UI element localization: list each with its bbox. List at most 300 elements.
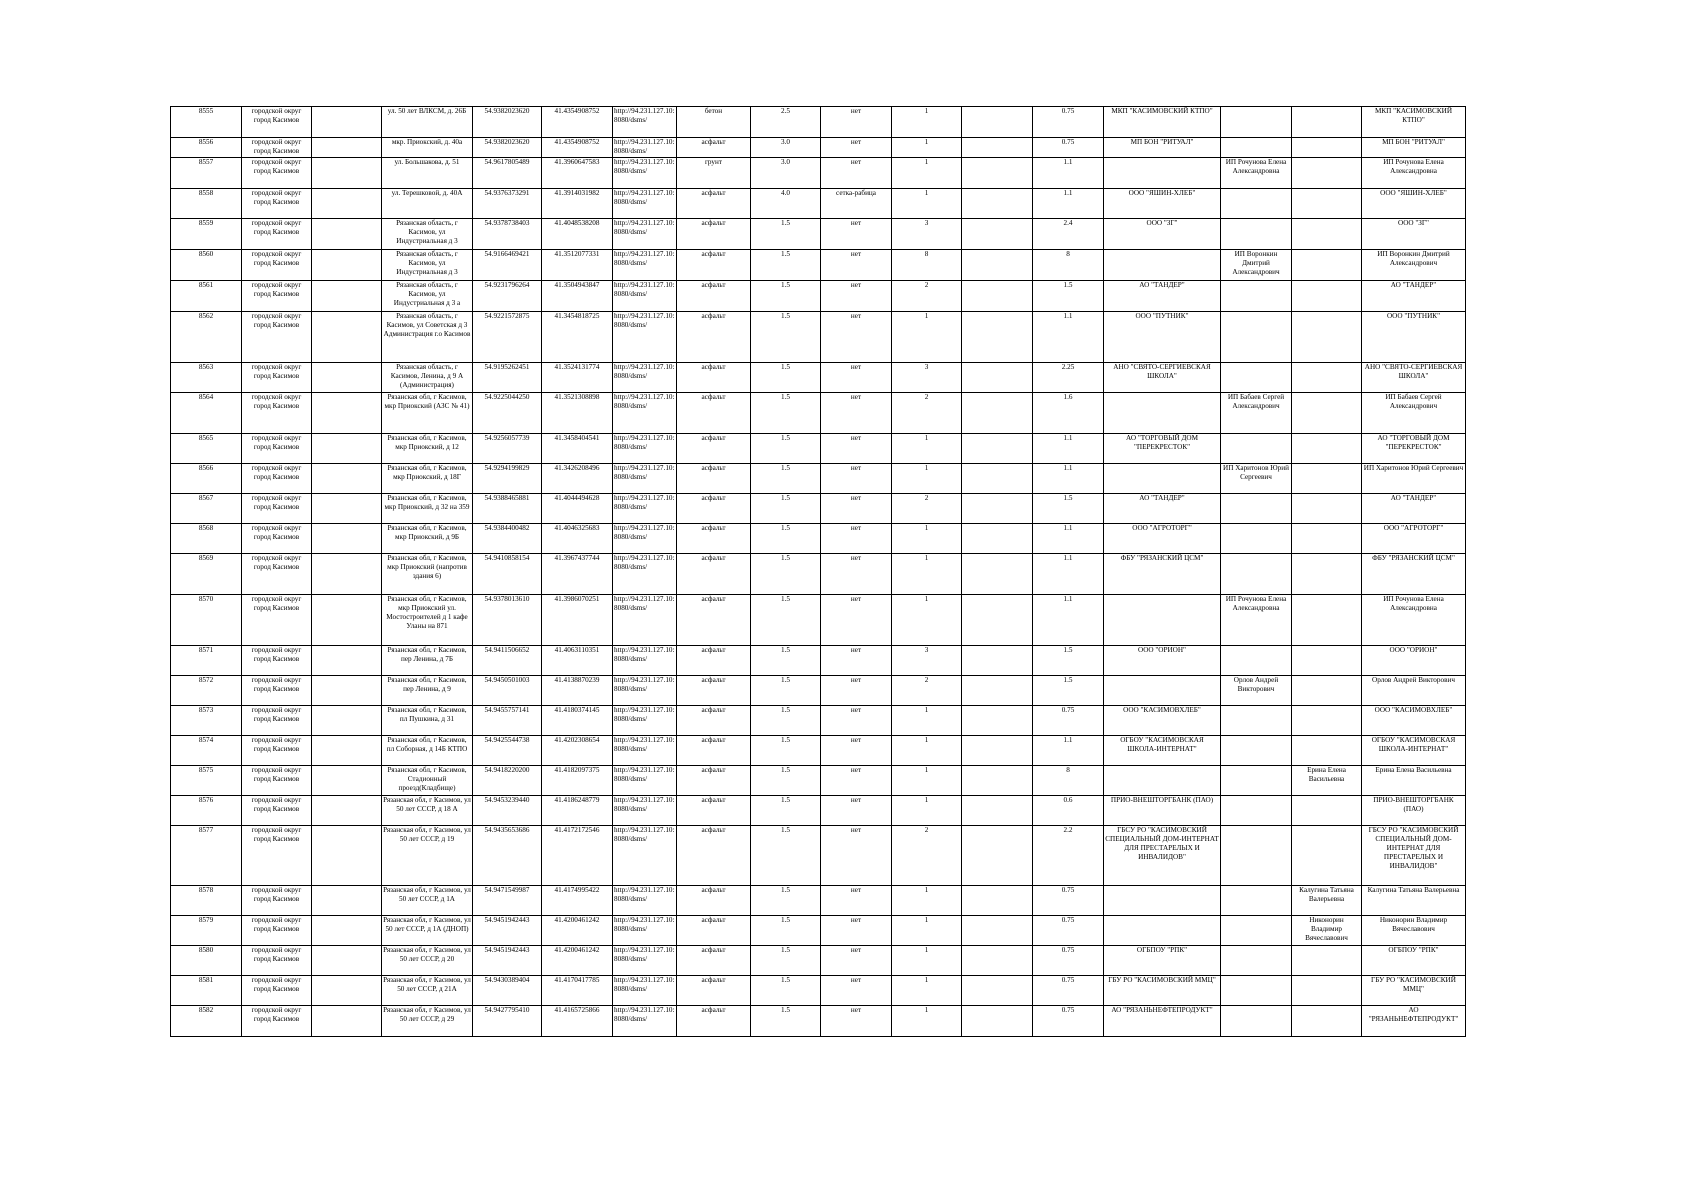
cell-address: Рязанская область, г Касимов, ул Индустриальная д 3: [382, 219, 473, 250]
cell-volume: 2.2: [1033, 826, 1104, 886]
cell-volume: 1.1: [1033, 736, 1104, 766]
cell-empty-column: [312, 796, 382, 826]
table-row: [171, 595, 1466, 646]
table-row: [171, 494, 1466, 524]
cell-empty-column-2: [962, 158, 1033, 189]
cell-area: 3.0: [751, 158, 821, 189]
cell-person-name: [1292, 494, 1362, 524]
cell-district: городской округ город Касимов: [242, 524, 312, 554]
cell-volume: 1.1: [1033, 524, 1104, 554]
cell-ip-name: ИП Воронкин Дмитрий Александрович: [1221, 250, 1292, 281]
cell-latitude: 54.9294199829: [473, 464, 542, 494]
cell-empty-column: [312, 393, 382, 434]
cell-volume: 1.1: [1033, 312, 1104, 363]
cell-area: 1.5: [751, 363, 821, 393]
cell-fence: нет: [821, 766, 892, 796]
cell-owner-name: ГБУ РО "КАСИМОВСКИЙ ММЦ": [1362, 976, 1466, 1006]
cell-empty-column: [312, 494, 382, 524]
cell-fence: нет: [821, 250, 892, 281]
cell-owner-name: Ерина Елена Васильевна: [1362, 766, 1466, 796]
cell-row-number: 8575: [171, 766, 242, 796]
cell-empty-column: [312, 312, 382, 363]
cell-longitude: 41.4046325683: [542, 524, 613, 554]
table-row: [171, 676, 1466, 706]
cell-ip-name: [1221, 646, 1292, 676]
cell-volume: 8: [1033, 250, 1104, 281]
cell-owner-name: ИП Харитонов Юрий Сергеевич: [1362, 464, 1466, 494]
cell-row-number: 8577: [171, 826, 242, 886]
cell-fence: нет: [821, 158, 892, 189]
cell-ip-name: ИП Рочунова Елена Александровна: [1221, 158, 1292, 189]
cell-district: городской округ город Касимов: [242, 158, 312, 189]
cell-org-name: [1104, 158, 1221, 189]
cell-source-url: http://94.231.127.10:8080/dsms/: [613, 219, 677, 250]
cell-empty-column-2: [962, 826, 1033, 886]
cell-container-count: 3: [892, 646, 962, 676]
cell-source-url: http://94.231.127.10:8080/dsms/: [613, 1006, 677, 1037]
cell-longitude: 41.4200461242: [542, 946, 613, 976]
cell-volume: 0.75: [1033, 107, 1104, 138]
cell-row-number: 8563: [171, 363, 242, 393]
cell-row-number: 8578: [171, 886, 242, 916]
cell-empty-column-2: [962, 250, 1033, 281]
cell-surface-type: асфальт: [677, 219, 751, 250]
cell-empty-column: [312, 706, 382, 736]
cell-source-url: http://94.231.127.10:8080/dsms/: [613, 189, 677, 219]
table-row: [171, 393, 1466, 434]
cell-owner-name: МП БОН "РИТУАЛ": [1362, 138, 1466, 158]
cell-area: 1.5: [751, 826, 821, 886]
cell-source-url: http://94.231.127.10:8080/dsms/: [613, 736, 677, 766]
cell-source-url: http://94.231.127.10:8080/dsms/: [613, 976, 677, 1006]
cell-org-name: ООО "ЯШИН-ХЛЕБ": [1104, 189, 1221, 219]
cell-empty-column-2: [962, 796, 1033, 826]
cell-fence: нет: [821, 796, 892, 826]
cell-longitude: 41.3426208496: [542, 464, 613, 494]
cell-empty-column: [312, 107, 382, 138]
cell-owner-name: Калугина Татьяна Валерьевна: [1362, 886, 1466, 916]
cell-area: 1.5: [751, 706, 821, 736]
cell-fence: нет: [821, 916, 892, 946]
cell-container-count: 1: [892, 158, 962, 189]
cell-latitude: 54.9451942443: [473, 946, 542, 976]
cell-district: городской округ город Касимов: [242, 554, 312, 595]
cell-latitude: 54.9388465881: [473, 494, 542, 524]
cell-volume: 0.6: [1033, 796, 1104, 826]
cell-district: городской округ город Касимов: [242, 766, 312, 796]
cell-district: городской округ город Касимов: [242, 595, 312, 646]
cell-source-url: http://94.231.127.10:8080/dsms/: [613, 250, 677, 281]
cell-district: городской округ город Касимов: [242, 189, 312, 219]
cell-ip-name: [1221, 524, 1292, 554]
cell-source-url: http://94.231.127.10:8080/dsms/: [613, 363, 677, 393]
cell-container-count: 8: [892, 250, 962, 281]
cell-surface-type: асфальт: [677, 464, 751, 494]
cell-volume: 0.75: [1033, 946, 1104, 976]
cell-person-name: [1292, 107, 1362, 138]
cell-latitude: 54.9382023620: [473, 107, 542, 138]
cell-source-url: http://94.231.127.10:8080/dsms/: [613, 706, 677, 736]
cell-row-number: 8574: [171, 736, 242, 766]
table-row: [171, 158, 1466, 189]
cell-fence: нет: [821, 219, 892, 250]
cell-area: 1.5: [751, 946, 821, 976]
cell-container-count: 1: [892, 886, 962, 916]
cell-empty-column-2: [962, 676, 1033, 706]
cell-longitude: 41.3960647583: [542, 158, 613, 189]
cell-latitude: 54.9411506652: [473, 646, 542, 676]
cell-district: городской округ город Касимов: [242, 826, 312, 886]
cell-volume: 0.75: [1033, 1006, 1104, 1037]
cell-longitude: 41.4138870239: [542, 676, 613, 706]
cell-org-name: [1104, 595, 1221, 646]
cell-longitude: 41.4354908752: [542, 138, 613, 158]
cell-container-count: 1: [892, 766, 962, 796]
cell-org-name: ООО "ЗГ": [1104, 219, 1221, 250]
table-row: [171, 554, 1466, 595]
cell-empty-column-2: [962, 886, 1033, 916]
cell-district: городской округ город Касимов: [242, 281, 312, 312]
cell-ip-name: [1221, 886, 1292, 916]
cell-empty-column-2: [962, 524, 1033, 554]
cell-district: городской округ город Касимов: [242, 250, 312, 281]
cell-empty-column: [312, 363, 382, 393]
cell-area: 1.5: [751, 796, 821, 826]
cell-fence: нет: [821, 646, 892, 676]
cell-volume: 0.75: [1033, 976, 1104, 1006]
cell-district: городской округ город Касимов: [242, 494, 312, 524]
cell-empty-column-2: [962, 554, 1033, 595]
cell-area: 1.5: [751, 766, 821, 796]
cell-address: Рязанская обл, г Касимов, мкр Приокский, д 18Г: [382, 464, 473, 494]
cell-empty-column: [312, 595, 382, 646]
cell-address: Рязанская обл, г Касимов, мкр Приокский (напротив здания 6): [382, 554, 473, 595]
cell-container-count: 2: [892, 676, 962, 706]
cell-person-name: [1292, 434, 1362, 464]
cell-container-count: 1: [892, 706, 962, 736]
cell-fence: нет: [821, 524, 892, 554]
cell-latitude: 54.9418220200: [473, 766, 542, 796]
cell-fence: нет: [821, 676, 892, 706]
cell-fence: нет: [821, 976, 892, 1006]
cell-volume: 0.75: [1033, 916, 1104, 946]
cell-org-name: АО "ТАНДЕР": [1104, 494, 1221, 524]
cell-source-url: http://94.231.127.10:8080/dsms/: [613, 554, 677, 595]
cell-org-name: АО "РЯЗАНЬНЕФТЕПРОДУКТ": [1104, 1006, 1221, 1037]
cell-longitude: 41.4202308654: [542, 736, 613, 766]
table-row: [171, 524, 1466, 554]
cell-source-url: http://94.231.127.10:8080/dsms/: [613, 766, 677, 796]
cell-empty-column: [312, 464, 382, 494]
cell-surface-type: асфальт: [677, 138, 751, 158]
cell-area: 1.5: [751, 393, 821, 434]
cell-address: Рязанская обл, г Касимов, мкр Приокский ул. Мостостроителей д 1 кафе Уланы на 871: [382, 595, 473, 646]
cell-ip-name: [1221, 494, 1292, 524]
cell-container-count: 2: [892, 826, 962, 886]
cell-ip-name: [1221, 363, 1292, 393]
cell-org-name: АО "ТОРГОВЫЙ ДОМ "ПЕРЕКРЕСТОК": [1104, 434, 1221, 464]
cell-owner-name: ГБСУ РО "КАСИМОВСКИЙ СПЕЦИАЛЬНЫЙ ДОМ-ИНТЕРНАТ ДЛЯ ПРЕСТАРЕЛЫХ И ИНВАЛИДОВ": [1362, 826, 1466, 886]
cell-surface-type: бетон: [677, 107, 751, 138]
cell-latitude: 54.9378738403: [473, 219, 542, 250]
cell-ip-name: ИП Харитонов Юрий Сергеевич: [1221, 464, 1292, 494]
cell-ip-name: [1221, 946, 1292, 976]
cell-org-name: ООО "ПУТНИК": [1104, 312, 1221, 363]
cell-longitude: 41.3986070251: [542, 595, 613, 646]
cell-volume: 1.1: [1033, 434, 1104, 464]
cell-empty-column-2: [962, 464, 1033, 494]
cell-source-url: http://94.231.127.10:8080/dsms/: [613, 524, 677, 554]
cell-longitude: 41.3454818725: [542, 312, 613, 363]
cell-fence: нет: [821, 706, 892, 736]
cell-empty-column: [312, 676, 382, 706]
cell-area: 2.5: [751, 107, 821, 138]
cell-surface-type: асфальт: [677, 676, 751, 706]
cell-fence: сетка-рабица: [821, 189, 892, 219]
cell-area: 1.5: [751, 281, 821, 312]
cell-surface-type: асфальт: [677, 524, 751, 554]
table-row: [171, 946, 1466, 976]
cell-address: Рязанская обл, г Касимов, ул 50 лет СССР, д 19: [382, 826, 473, 886]
cell-longitude: 41.3524131774: [542, 363, 613, 393]
cell-area: 1.5: [751, 312, 821, 363]
cell-owner-name: АО "ТАНДЕР": [1362, 494, 1466, 524]
cell-row-number: 8567: [171, 494, 242, 524]
cell-empty-column-2: [962, 595, 1033, 646]
cell-org-name: [1104, 916, 1221, 946]
table-row: [171, 976, 1466, 1006]
cell-ip-name: [1221, 706, 1292, 736]
cell-org-name: [1104, 393, 1221, 434]
cell-latitude: 54.9471549987: [473, 886, 542, 916]
cell-address: Рязанская обл, г Касимов, мкр Приокский, д 32 на 359: [382, 494, 473, 524]
cell-latitude: 54.9453239440: [473, 796, 542, 826]
cell-latitude: 54.9225044250: [473, 393, 542, 434]
cell-surface-type: асфальт: [677, 796, 751, 826]
cell-owner-name: ИП Воронкин Дмитрий Александрович: [1362, 250, 1466, 281]
cell-address: Рязанская обл, г Касимов, ул 50 лет СССР, д 18 А: [382, 796, 473, 826]
table-row: [171, 434, 1466, 464]
cell-empty-column: [312, 646, 382, 676]
cell-ip-name: [1221, 219, 1292, 250]
cell-org-name: ГБУ РО "КАСИМОВСКИЙ ММЦ": [1104, 976, 1221, 1006]
cell-surface-type: асфальт: [677, 826, 751, 886]
cell-owner-name: ООО "ОРИОН": [1362, 646, 1466, 676]
cell-source-url: http://94.231.127.10:8080/dsms/: [613, 158, 677, 189]
cell-owner-name: ООО "ЯШИН-ХЛЕБ": [1362, 189, 1466, 219]
cell-address: Рязанская обл, г Касимов, ул 50 лет СССР, д 21А: [382, 976, 473, 1006]
cell-container-count: 1: [892, 524, 962, 554]
cell-container-count: 2: [892, 393, 962, 434]
cell-address: Рязанская обл, г Касимов, ул 50 лет СССР, д 29: [382, 1006, 473, 1037]
cell-empty-column: [312, 158, 382, 189]
cell-source-url: http://94.231.127.10:8080/dsms/: [613, 281, 677, 312]
cell-address: Рязанская обл, г Касимов, пл Пушкина, д 31: [382, 706, 473, 736]
cell-org-name: ООО "КАСИМОВХЛЕБ": [1104, 706, 1221, 736]
cell-container-count: 2: [892, 494, 962, 524]
cell-row-number: 8556: [171, 138, 242, 158]
cell-latitude: 54.9382023620: [473, 138, 542, 158]
cell-person-name: [1292, 554, 1362, 595]
cell-district: городской округ город Касимов: [242, 363, 312, 393]
cell-longitude: 41.3458404541: [542, 434, 613, 464]
cell-district: городской округ город Касимов: [242, 916, 312, 946]
cell-ip-name: [1221, 312, 1292, 363]
cell-org-name: МП БОН "РИТУАЛ": [1104, 138, 1221, 158]
table-row: [171, 219, 1466, 250]
cell-person-name: [1292, 826, 1362, 886]
cell-source-url: http://94.231.127.10:8080/dsms/: [613, 646, 677, 676]
cell-org-name: ПРИО-ВНЕШТОРГБАНК (ПАО): [1104, 796, 1221, 826]
cell-container-count: 1: [892, 916, 962, 946]
cell-surface-type: асфальт: [677, 1006, 751, 1037]
cell-source-url: http://94.231.127.10:8080/dsms/: [613, 946, 677, 976]
cell-district: городской округ город Касимов: [242, 1006, 312, 1037]
cell-latitude: 54.9425544738: [473, 736, 542, 766]
cell-empty-column-2: [962, 976, 1033, 1006]
cell-owner-name: ООО "ПУТНИК": [1362, 312, 1466, 363]
cell-surface-type: асфальт: [677, 281, 751, 312]
table-row: [171, 363, 1466, 393]
cell-person-name: [1292, 946, 1362, 976]
cell-surface-type: асфальт: [677, 393, 751, 434]
cell-ip-name: [1221, 281, 1292, 312]
cell-ip-name: Орлов Андрей Викторович: [1221, 676, 1292, 706]
cell-container-count: 1: [892, 138, 962, 158]
cell-fence: нет: [821, 946, 892, 976]
cell-latitude: 54.9166469421: [473, 250, 542, 281]
cell-longitude: 41.4186248779: [542, 796, 613, 826]
cell-surface-type: асфальт: [677, 976, 751, 1006]
cell-person-name: [1292, 646, 1362, 676]
cell-row-number: 8561: [171, 281, 242, 312]
cell-source-url: http://94.231.127.10:8080/dsms/: [613, 916, 677, 946]
cell-latitude: 54.9376373291: [473, 189, 542, 219]
cell-org-name: [1104, 676, 1221, 706]
cell-volume: 1.1: [1033, 554, 1104, 595]
cell-surface-type: асфальт: [677, 434, 751, 464]
cell-person-name: [1292, 595, 1362, 646]
cell-area: 1.5: [751, 736, 821, 766]
table-row: [171, 766, 1466, 796]
cell-latitude: 54.9256057739: [473, 434, 542, 464]
cell-source-url: http://94.231.127.10:8080/dsms/: [613, 434, 677, 464]
cell-owner-name: ИП Рочунова Елена Александровна: [1362, 595, 1466, 646]
cell-row-number: 8564: [171, 393, 242, 434]
cell-longitude: 41.4200461242: [542, 916, 613, 946]
cell-container-count: 1: [892, 554, 962, 595]
cell-fence: нет: [821, 393, 892, 434]
table-row: [171, 281, 1466, 312]
cell-district: городской округ город Касимов: [242, 434, 312, 464]
cell-address: мкр. Приокский, д. 40а: [382, 138, 473, 158]
cell-latitude: 54.9221572875: [473, 312, 542, 363]
cell-org-name: ФБУ "РЯЗАНСКИЙ ЦСМ": [1104, 554, 1221, 595]
cell-area: 3.0: [751, 138, 821, 158]
cell-district: городской округ город Касимов: [242, 646, 312, 676]
table-row: [171, 250, 1466, 281]
cell-row-number: 8570: [171, 595, 242, 646]
cell-district: городской округ город Касимов: [242, 219, 312, 250]
cell-empty-column: [312, 138, 382, 158]
cell-empty-column-2: [962, 736, 1033, 766]
cell-volume: 1.1: [1033, 158, 1104, 189]
cell-area: 1.5: [751, 1006, 821, 1037]
cell-longitude: 41.3967437744: [542, 554, 613, 595]
cell-district: городской округ город Касимов: [242, 464, 312, 494]
cell-address: Рязанская область, г Касимов, ул Индустриальная д 3 а: [382, 281, 473, 312]
cell-area: 1.5: [751, 595, 821, 646]
cell-owner-name: АО "ТАНДЕР": [1362, 281, 1466, 312]
cell-person-name: [1292, 363, 1362, 393]
cell-fence: нет: [821, 312, 892, 363]
cell-volume: 1.5: [1033, 676, 1104, 706]
cell-owner-name: АО "РЯЗАНЬНЕФТЕПРОДУКТ": [1362, 1006, 1466, 1037]
table-row: [171, 138, 1466, 158]
cell-longitude: 41.4354908752: [542, 107, 613, 138]
cell-owner-name: ООО "ЗГ": [1362, 219, 1466, 250]
cell-fence: нет: [821, 464, 892, 494]
cell-source-url: http://94.231.127.10:8080/dsms/: [613, 464, 677, 494]
table-row: [171, 312, 1466, 363]
cell-empty-column-2: [962, 107, 1033, 138]
cell-owner-name: ПРИО-ВНЕШТОРГБАНК (ПАО): [1362, 796, 1466, 826]
registry-table: [170, 106, 1466, 1037]
cell-row-number: 8566: [171, 464, 242, 494]
cell-address: Рязанская обл, г Касимов, пер Ленина, д 7Б: [382, 646, 473, 676]
cell-volume: 8: [1033, 766, 1104, 796]
cell-org-name: ООО "АГРОТОРГ": [1104, 524, 1221, 554]
cell-address: ул. 50 лет ВЛКСМ, д. 26Б: [382, 107, 473, 138]
cell-area: 1.5: [751, 524, 821, 554]
cell-empty-column-2: [962, 494, 1033, 524]
cell-area: 1.5: [751, 976, 821, 1006]
cell-area: 1.5: [751, 554, 821, 595]
cell-volume: 1.1: [1033, 595, 1104, 646]
cell-surface-type: асфальт: [677, 595, 751, 646]
cell-latitude: 54.9430389404: [473, 976, 542, 1006]
cell-owner-name: ОГБОУ "КАСИМОВСКАЯ ШКОЛА-ИНТЕРНАТ": [1362, 736, 1466, 766]
cell-district: городской округ город Касимов: [242, 736, 312, 766]
cell-district: городской округ город Касимов: [242, 946, 312, 976]
cell-ip-name: [1221, 554, 1292, 595]
table-row: [171, 916, 1466, 946]
cell-ip-name: ИП Рочунова Елена Александровна: [1221, 595, 1292, 646]
cell-district: городской округ город Касимов: [242, 312, 312, 363]
cell-row-number: 8558: [171, 189, 242, 219]
cell-source-url: http://94.231.127.10:8080/dsms/: [613, 312, 677, 363]
cell-person-name: [1292, 524, 1362, 554]
cell-district: городской округ город Касимов: [242, 706, 312, 736]
cell-person-name: [1292, 393, 1362, 434]
cell-empty-column-2: [962, 766, 1033, 796]
cell-row-number: 8581: [171, 976, 242, 1006]
cell-container-count: 2: [892, 281, 962, 312]
cell-row-number: 8571: [171, 646, 242, 676]
cell-volume: 1.6: [1033, 393, 1104, 434]
cell-source-url: http://94.231.127.10:8080/dsms/: [613, 393, 677, 434]
cell-empty-column-2: [962, 393, 1033, 434]
cell-empty-column-2: [962, 189, 1033, 219]
cell-volume: 1.5: [1033, 281, 1104, 312]
cell-row-number: 8569: [171, 554, 242, 595]
cell-address: Рязанская обл, г Касимов, мкр Приокский, д 12: [382, 434, 473, 464]
cell-ip-name: [1221, 976, 1292, 1006]
cell-empty-column-2: [962, 1006, 1033, 1037]
cell-person-name: [1292, 736, 1362, 766]
cell-address: Рязанская обл, г Касимов, ул 50 лет СССР, д 1А (ДНОП): [382, 916, 473, 946]
cell-owner-name: МКП "КАСИМОВСКИЙ КТПО": [1362, 107, 1466, 138]
